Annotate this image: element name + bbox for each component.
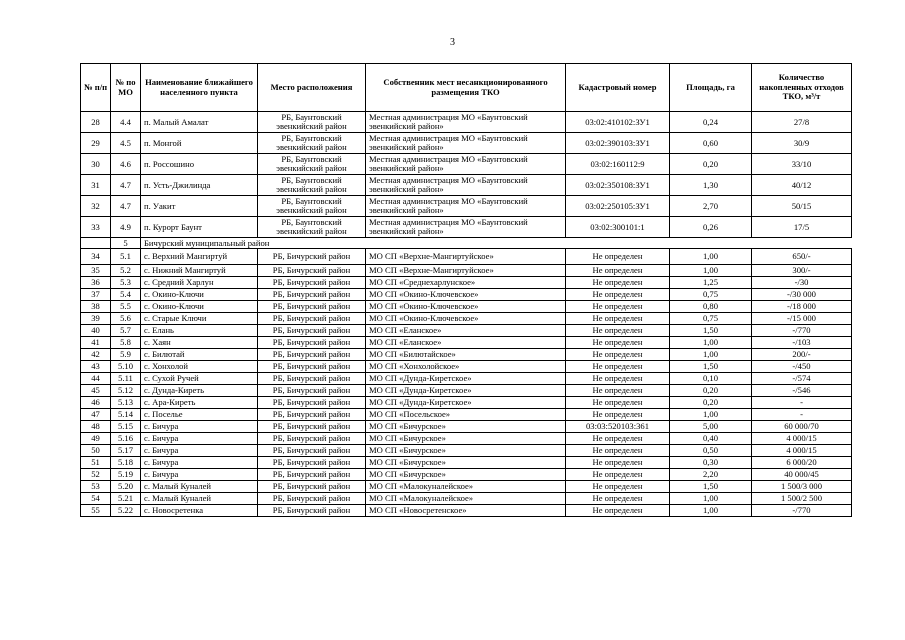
table-cell: 03:03:520103:361: [566, 421, 670, 433]
table-cell: 40 000/45: [752, 469, 852, 481]
header-cell: Кадастровый номер: [566, 64, 670, 112]
table-cell: 40/12: [752, 175, 852, 196]
table-cell: с. Окино-Ключи: [141, 289, 258, 301]
table-cell: с. Бичура: [141, 421, 258, 433]
table-cell: 4 000/15: [752, 433, 852, 445]
table-cell: 53: [81, 481, 111, 493]
table-cell: 30/9: [752, 133, 852, 154]
table-cell: с. Малый Куналей: [141, 481, 258, 493]
table-cell: МО СП «Еланское»: [366, 325, 566, 337]
table-cell: 5.21: [111, 493, 141, 505]
table-cell: РБ, Бичурский район: [258, 469, 366, 481]
table-cell: с. Елань: [141, 325, 258, 337]
table-row: [81, 421, 852, 433]
table-cell: 5.13: [111, 397, 141, 409]
table-row: [81, 289, 852, 301]
table-cell: 2,20: [670, 469, 752, 481]
table-cell: 42: [81, 349, 111, 361]
table-cell: РБ, Баунтовский эвенкийский район: [258, 217, 366, 238]
table-cell: Не определен: [566, 481, 670, 493]
table-cell: 1,00: [670, 505, 752, 517]
table-cell: Не определен: [566, 289, 670, 301]
table-cell: 5.14: [111, 409, 141, 421]
table-cell: 41: [81, 337, 111, 349]
table-cell: 5.20: [111, 481, 141, 493]
table-cell: Местная администрация МО «Баунтовский эвенкийский район»: [366, 196, 566, 217]
table-cell: МО СП «Билютайское»: [366, 349, 566, 361]
table-cell: Местная администрация МО «Баунтовский эвенкийский район»: [366, 154, 566, 175]
table-cell: 0,20: [670, 385, 752, 397]
table-cell: РБ, Бичурский район: [258, 409, 366, 421]
table-cell: 1,50: [670, 481, 752, 493]
table-cell: с. Бичура: [141, 433, 258, 445]
table-cell: с. Бичура: [141, 445, 258, 457]
table-cell: с. Окино-Ключи: [141, 301, 258, 313]
table-cell: 1 500/3 000: [752, 481, 852, 493]
table-cell: 5.12: [111, 385, 141, 397]
table-cell: 200/-: [752, 349, 852, 361]
table-cell: Не определен: [566, 337, 670, 349]
table-cell: Не определен: [566, 505, 670, 517]
table-cell: 46: [81, 397, 111, 409]
table-cell: 03:02:300101:1: [566, 217, 670, 238]
table-cell: МО СП «Малокуналейское»: [366, 493, 566, 505]
table-cell: Местная администрация МО «Баунтовский эвенкийский район»: [366, 112, 566, 133]
table-cell: РБ, Бичурский район: [258, 337, 366, 349]
table-cell: Не определен: [566, 277, 670, 289]
table-cell: МО СП «Верхне-Мангиртуйское»: [366, 265, 566, 277]
table-cell: -/103: [752, 337, 852, 349]
table-cell: с. Бичура: [141, 457, 258, 469]
table-cell: РБ, Бичурский район: [258, 301, 366, 313]
table-cell: 1,00: [670, 265, 752, 277]
table-cell: 43: [81, 361, 111, 373]
table-cell: Не определен: [566, 409, 670, 421]
table-cell: -/574: [752, 373, 852, 385]
table-cell: 55: [81, 505, 111, 517]
table-cell: 1,50: [670, 325, 752, 337]
table-cell: Местная администрация МО «Баунтовский эвенкийский район»: [366, 217, 566, 238]
table-cell: РБ, Бичурский район: [258, 249, 366, 265]
table-cell: 5.1: [111, 249, 141, 265]
table-cell: 37: [81, 289, 111, 301]
table-cell: РБ, Бичурский район: [258, 457, 366, 469]
table-cell: 1,00: [670, 349, 752, 361]
table-cell: 4.5: [111, 133, 141, 154]
table-cell: 39: [81, 313, 111, 325]
table-cell: 0,20: [670, 397, 752, 409]
table-cell: 0,75: [670, 313, 752, 325]
table-row: [81, 469, 852, 481]
table-row: [81, 301, 852, 313]
table-row: [81, 481, 852, 493]
table-cell: 03:02:410102:ЗУ1: [566, 112, 670, 133]
table-cell: п. Россошино: [141, 154, 258, 175]
table-cell: Не определен: [566, 361, 670, 373]
landfill-table: [80, 63, 852, 517]
table-row: [81, 249, 852, 265]
table-cell: 1,00: [670, 337, 752, 349]
table-cell: 38: [81, 301, 111, 313]
table-cell: 28: [81, 112, 111, 133]
table-cell: 33: [81, 217, 111, 238]
table-cell: 5.9: [111, 349, 141, 361]
table-cell: 32: [81, 196, 111, 217]
table-cell: 33/10: [752, 154, 852, 175]
table-cell: с. Билютай: [141, 349, 258, 361]
table-cell: 0,10: [670, 373, 752, 385]
table-cell: РБ, Бичурский район: [258, 361, 366, 373]
table-cell: 2,70: [670, 196, 752, 217]
table-cell: Не определен: [566, 457, 670, 469]
table-cell: п. Малый Амалат: [141, 112, 258, 133]
table-cell: 6 000/20: [752, 457, 852, 469]
table-cell: МО СП «Дунда-Киретское»: [366, 397, 566, 409]
table-cell: с. Дунда-Киреть: [141, 385, 258, 397]
table-cell: 5,00: [670, 421, 752, 433]
table-row: [81, 493, 852, 505]
table-row: [81, 349, 852, 361]
table-cell: РБ, Бичурский район: [258, 277, 366, 289]
table-cell: -/450: [752, 361, 852, 373]
table-cell: Не определен: [566, 265, 670, 277]
table-cell: 5.17: [111, 445, 141, 457]
table-cell: РБ, Баунтовский эвенкийский район: [258, 154, 366, 175]
table-cell: -/30: [752, 277, 852, 289]
table-row: [81, 457, 852, 469]
table-cell: 5.6: [111, 313, 141, 325]
table-cell: 0,75: [670, 289, 752, 301]
table-cell: 1,00: [670, 249, 752, 265]
table-row: [81, 409, 852, 421]
table-cell: 0,60: [670, 133, 752, 154]
table-cell: 35: [81, 265, 111, 277]
table-row: [81, 337, 852, 349]
table-cell: РБ, Бичурский район: [258, 349, 366, 361]
table-row: [81, 133, 852, 154]
table-cell: 4.9: [111, 217, 141, 238]
table-cell: -/770: [752, 505, 852, 517]
table-row: [81, 505, 852, 517]
table-cell: МО СП «Бичурское»: [366, 445, 566, 457]
table-cell: п. Курорт Баунт: [141, 217, 258, 238]
table-cell: 47: [81, 409, 111, 421]
table-cell: 5.7: [111, 325, 141, 337]
table-cell: 1 500/2 500: [752, 493, 852, 505]
table-cell: РБ, Бичурский район: [258, 313, 366, 325]
table-cell: 30: [81, 154, 111, 175]
table-cell: РБ, Баунтовский эвенкийский район: [258, 196, 366, 217]
table-cell: 50: [81, 445, 111, 457]
header-cell: № по МО: [111, 64, 141, 112]
table-cell: МО СП «Новосретенское»: [366, 505, 566, 517]
table-cell: Не определен: [566, 493, 670, 505]
table-cell: -/770: [752, 325, 852, 337]
table-cell: 1,25: [670, 277, 752, 289]
table-cell: 50/15: [752, 196, 852, 217]
table-cell: -/18 000: [752, 301, 852, 313]
table-cell: 4 000/15: [752, 445, 852, 457]
table-row: [81, 217, 852, 238]
table-cell: 5.22: [111, 505, 141, 517]
table-cell: 4.7: [111, 175, 141, 196]
table-cell: 5.5: [111, 301, 141, 313]
table-cell: с. Хаян: [141, 337, 258, 349]
table-cell: Не определен: [566, 349, 670, 361]
table-cell: с. Поселье: [141, 409, 258, 421]
table-cell: с. Новосретенка: [141, 505, 258, 517]
table-cell: -: [752, 409, 852, 421]
table-row: [81, 325, 852, 337]
table-cell: РБ, Бичурский район: [258, 481, 366, 493]
header-cell: Собственник мест несанкционированного размещения ТКО: [366, 64, 566, 112]
table-row: [81, 445, 852, 457]
table-cell: -/546: [752, 385, 852, 397]
header-cell: Площадь, га: [670, 64, 752, 112]
table-cell: РБ, Баунтовский эвенкийский район: [258, 133, 366, 154]
table-cell: МО СП «Малокуналейское»: [366, 481, 566, 493]
table-cell: 51: [81, 457, 111, 469]
table-cell: 29: [81, 133, 111, 154]
table-cell: [81, 238, 111, 249]
header-cell: № п/п: [81, 64, 111, 112]
table-cell: РБ, Бичурский район: [258, 385, 366, 397]
table-cell: с. Малый Куналей: [141, 493, 258, 505]
table-cell: 0,26: [670, 217, 752, 238]
table-cell: РБ, Бичурский район: [258, 421, 366, 433]
table-row: [81, 313, 852, 325]
table-cell: 49: [81, 433, 111, 445]
table-cell: Не определен: [566, 469, 670, 481]
table-cell: с. Средний Харлун: [141, 277, 258, 289]
table-header-row: [81, 64, 852, 112]
table-cell: РБ, Бичурский район: [258, 397, 366, 409]
table-cell: 0,80: [670, 301, 752, 313]
table-cell: 650/-: [752, 249, 852, 265]
table-cell: 03:02:350108:ЗУ1: [566, 175, 670, 196]
table-cell: 5.19: [111, 469, 141, 481]
section-title: Бичурский муниципальный район: [141, 238, 852, 249]
table-cell: 5.16: [111, 433, 141, 445]
header-cell: Место расположения: [258, 64, 366, 112]
table-cell: 5.4: [111, 289, 141, 301]
table-cell: 36: [81, 277, 111, 289]
table-cell: 5.10: [111, 361, 141, 373]
table-cell: 1,50: [670, 361, 752, 373]
table-cell: МО СП «Верхне-Мангиртуйское»: [366, 249, 566, 265]
table-cell: 5.3: [111, 277, 141, 289]
table-cell: РБ, Бичурский район: [258, 289, 366, 301]
table-cell: с. Бичура: [141, 469, 258, 481]
table-cell: РБ, Бичурский район: [258, 445, 366, 457]
table-row: [81, 397, 852, 409]
table-cell: 40: [81, 325, 111, 337]
table-cell: 60 000/70: [752, 421, 852, 433]
table-cell: МО СП «Бичурское»: [366, 457, 566, 469]
table-cell: с. Хонхолой: [141, 361, 258, 373]
table-cell: с. Нижний Мангиртуй: [141, 265, 258, 277]
table-cell: -/30 000: [752, 289, 852, 301]
table-cell: с. Верхний Мангиртуй: [141, 249, 258, 265]
table-cell: МО СП «Среднехарлунское»: [366, 277, 566, 289]
table-cell: МО СП «Бичурское»: [366, 469, 566, 481]
table-row: [81, 373, 852, 385]
table-cell: РБ, Бичурский район: [258, 373, 366, 385]
table-cell: 5.8: [111, 337, 141, 349]
table-cell: 31: [81, 175, 111, 196]
header-cell: Наименование ближайшего населенного пункта: [141, 64, 258, 112]
table-cell: п. Монгой: [141, 133, 258, 154]
table-cell: РБ, Баунтовский эвенкийский район: [258, 112, 366, 133]
table-cell: с. Старые Ключи: [141, 313, 258, 325]
table-cell: 4.4: [111, 112, 141, 133]
table-cell: МО СП «Дунда-Киретское»: [366, 373, 566, 385]
table-cell: 4.7: [111, 196, 141, 217]
table-cell: 0,30: [670, 457, 752, 469]
table-cell: 44: [81, 373, 111, 385]
table-row: [81, 385, 852, 397]
table-cell: Не определен: [566, 397, 670, 409]
table-cell: 17/5: [752, 217, 852, 238]
table-cell: 0,20: [670, 154, 752, 175]
table-cell: Не определен: [566, 445, 670, 457]
table-cell: 4.6: [111, 154, 141, 175]
table-cell: Не определен: [566, 313, 670, 325]
table-cell: Не определен: [566, 385, 670, 397]
table-cell: 27/8: [752, 112, 852, 133]
table-cell: Не определен: [566, 325, 670, 337]
table-cell: РБ, Бичурский район: [258, 493, 366, 505]
table-row: [81, 112, 852, 133]
table-cell: 52: [81, 469, 111, 481]
table-cell: п. Усть-Джилинда: [141, 175, 258, 196]
table-cell: 1,00: [670, 493, 752, 505]
table-cell: п. Уакит: [141, 196, 258, 217]
table-cell: МО СП «Посельское»: [366, 409, 566, 421]
table-cell: 0,50: [670, 445, 752, 457]
table-cell: с. Сухой Ручей: [141, 373, 258, 385]
table-row: [81, 265, 852, 277]
table-cell: 5.18: [111, 457, 141, 469]
table-cell: Не определен: [566, 373, 670, 385]
table-cell: 03:02:390103:ЗУ1: [566, 133, 670, 154]
table-cell: 03:02:160112:9: [566, 154, 670, 175]
table-cell: 5.11: [111, 373, 141, 385]
table-cell: РБ, Бичурский район: [258, 433, 366, 445]
table-cell: РБ, Бичурский район: [258, 265, 366, 277]
table-cell: -/15 000: [752, 313, 852, 325]
table-row: [81, 277, 852, 289]
table-cell: Не определен: [566, 249, 670, 265]
table-cell: Не определен: [566, 301, 670, 313]
table-row: [81, 361, 852, 373]
table-cell: 5.2: [111, 265, 141, 277]
table-cell: 45: [81, 385, 111, 397]
table-cell: 5.15: [111, 421, 141, 433]
table-cell: -: [752, 397, 852, 409]
table-cell: 300/-: [752, 265, 852, 277]
table-cell: Местная администрация МО «Баунтовский эвенкийский район»: [366, 175, 566, 196]
table-cell: 1,30: [670, 175, 752, 196]
table-cell: РБ, Баунтовский эвенкийский район: [258, 175, 366, 196]
table-cell: МО СП «Еланское»: [366, 337, 566, 349]
table-cell: 0,24: [670, 112, 752, 133]
table-cell: Местная администрация МО «Баунтовский эвенкийский район»: [366, 133, 566, 154]
table-cell: 48: [81, 421, 111, 433]
table-row: [81, 175, 852, 196]
table-cell: РБ, Бичурский район: [258, 505, 366, 517]
table-cell: 03:02:250105:ЗУ1: [566, 196, 670, 217]
table-cell: РБ, Бичурский район: [258, 325, 366, 337]
header-cell: Количество накопленных отходов ТКО, м³/т: [752, 64, 852, 112]
table-cell: 54: [81, 493, 111, 505]
table-cell: МО СП «Окино-Ключевское»: [366, 301, 566, 313]
table-cell: 0,40: [670, 433, 752, 445]
table-cell: МО СП «Бичурское»: [366, 433, 566, 445]
table-row: [81, 196, 852, 217]
table-cell: МО СП «Бичурское»: [366, 421, 566, 433]
table-cell: Не определен: [566, 433, 670, 445]
table-cell: МО СП «Хонхолойское»: [366, 361, 566, 373]
table-cell: МО СП «Окино-Ключевское»: [366, 289, 566, 301]
table-cell: 34: [81, 249, 111, 265]
table-cell: с. Ара-Киреть: [141, 397, 258, 409]
table-row: [81, 154, 852, 175]
table-cell: МО СП «Окино-Ключевское»: [366, 313, 566, 325]
table-cell: 1,00: [670, 409, 752, 421]
page-number: 3: [450, 37, 455, 48]
section-index: 5: [111, 238, 141, 249]
section-row: [81, 238, 852, 249]
table-row: [81, 433, 852, 445]
table-cell: МО СП «Дунда-Киретское»: [366, 385, 566, 397]
